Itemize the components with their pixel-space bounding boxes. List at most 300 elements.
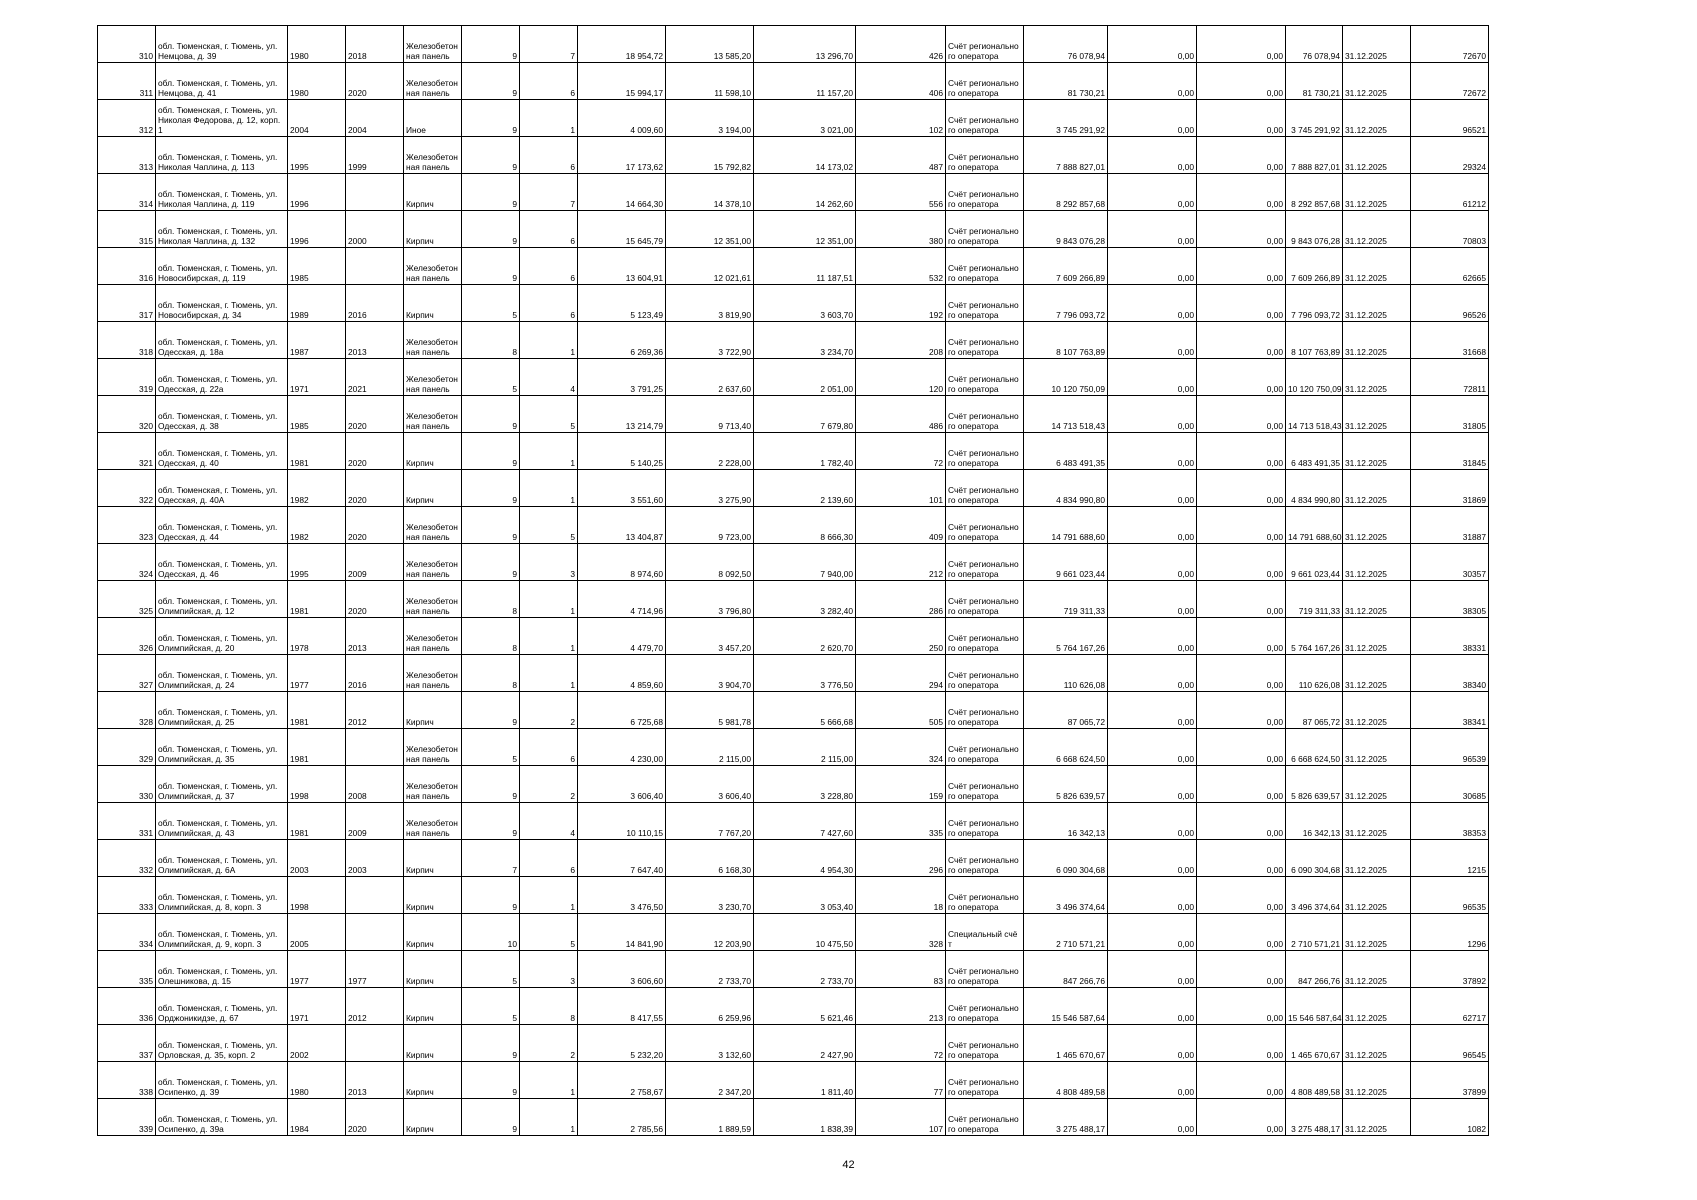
cell-total-amount: 3 496 374,64	[1286, 877, 1343, 914]
table-row	[98, 100, 1489, 137]
cell-overhaul-year: 2013	[346, 618, 404, 655]
cell-amount-col-b: 0,00	[1197, 951, 1286, 988]
cell-amount-col-a: 0,00	[1108, 581, 1197, 618]
table-row	[98, 285, 1489, 322]
cell-floors: 9	[462, 26, 520, 63]
cell-amount-col-b: 0,00	[1197, 470, 1286, 507]
cell-overhaul-year	[346, 174, 404, 211]
cell-premises-area: 2 115,00	[666, 729, 754, 766]
cell-amount-col-b: 0,00	[1197, 840, 1286, 877]
cell-total-amount: 14 713 518,43	[1286, 396, 1343, 433]
cell-address: обл. Тюменская, г. Тюмень, ул. Одесская, д. 40	[156, 433, 288, 470]
cell-residents-count: 487	[856, 137, 946, 174]
cell-entrances: 1	[520, 655, 578, 692]
cell-entrances: 6	[520, 211, 578, 248]
cell-address: обл. Тюменская, г. Тюмень, ул. Немцова, д. 39	[156, 26, 288, 63]
table-row	[98, 63, 1489, 100]
cell-residents-count: 426	[856, 26, 946, 63]
cell-address: обл. Тюменская, г. Тюмень, ул. Осипенко, д. 39а	[156, 1099, 288, 1136]
cell-total-area: 13 604,91	[578, 248, 666, 285]
cell-premises-area: 12 351,00	[666, 211, 754, 248]
cell-wall-material: Железобетонная панель	[404, 248, 462, 285]
cell-total-area: 15 645,79	[578, 211, 666, 248]
cell-total-amount: 847 266,76	[1286, 951, 1343, 988]
cell-amount-col-a: 0,00	[1108, 729, 1197, 766]
cell-total-area: 2 758,67	[578, 1062, 666, 1099]
cell-house-code: 70803	[1411, 211, 1489, 248]
cell-address: обл. Тюменская, г. Тюмень, ул. Новосибирская, д. 34	[156, 285, 288, 322]
table-row	[98, 729, 1489, 766]
cell-deadline-date: 31.12.2025	[1343, 655, 1411, 692]
cell-accrued-contributions: 7 796 093,72	[1024, 285, 1108, 322]
cell-accrued-contributions: 16 342,13	[1024, 803, 1108, 840]
cell-overhaul-year: 1977	[346, 951, 404, 988]
cell-entrances: 1	[520, 618, 578, 655]
cell-fund-account-type: Счёт регионального оператора	[946, 840, 1024, 877]
cell-house-code: 29324	[1411, 137, 1489, 174]
cell-amount-col-a: 0,00	[1108, 951, 1197, 988]
cell-entrances: 7	[520, 26, 578, 63]
table-row	[98, 1062, 1489, 1099]
cell-overhaul-year: 2009	[346, 544, 404, 581]
cell-residents-count: 159	[856, 766, 946, 803]
cell-deadline-date: 31.12.2025	[1343, 396, 1411, 433]
cell-fund-account-type: Счёт регионального оператора	[946, 396, 1024, 433]
cell-premises-area: 13 585,20	[666, 26, 754, 63]
cell-total-amount: 6 483 491,35	[1286, 433, 1343, 470]
cell-commissioning-year: 2005	[288, 914, 346, 951]
cell-commissioning-year: 1977	[288, 655, 346, 692]
cell-accrued-contributions: 3 496 374,64	[1024, 877, 1108, 914]
cell-residential-area: 3 234,70	[754, 322, 856, 359]
cell-total-amount: 7 609 266,89	[1286, 248, 1343, 285]
cell-accrued-contributions: 9 661 023,44	[1024, 544, 1108, 581]
cell-floors: 5	[462, 285, 520, 322]
cell-amount-col-a: 0,00	[1108, 396, 1197, 433]
cell-accrued-contributions: 76 078,94	[1024, 26, 1108, 63]
cell-residential-area: 7 679,80	[754, 396, 856, 433]
cell-residents-count: 556	[856, 174, 946, 211]
cell-accrued-contributions: 3 275 488,17	[1024, 1099, 1108, 1136]
cell-address: обл. Тюменская, г. Тюмень, ул. Олимпийская, д. 24	[156, 655, 288, 692]
cell-address: обл. Тюменская, г. Тюмень, ул. Осипенко, д. 39	[156, 1062, 288, 1099]
cell-amount-col-b: 0,00	[1197, 729, 1286, 766]
cell-floors: 9	[462, 1025, 520, 1062]
cell-overhaul-year: 2000	[346, 211, 404, 248]
cell-amount-col-b: 0,00	[1197, 285, 1286, 322]
cell-amount-col-b: 0,00	[1197, 1062, 1286, 1099]
cell-entrances: 1	[520, 877, 578, 914]
cell-premises-area: 3 819,90	[666, 285, 754, 322]
table-row	[98, 322, 1489, 359]
cell-premises-area: 11 598,10	[666, 63, 754, 100]
cell-wall-material: Железобетонная панель	[404, 581, 462, 618]
cell-entrances: 3	[520, 951, 578, 988]
cell-entrances: 2	[520, 1025, 578, 1062]
cell-entrances: 8	[520, 988, 578, 1025]
cell-amount-col-b: 0,00	[1197, 655, 1286, 692]
cell-total-amount: 4 808 489,58	[1286, 1062, 1343, 1099]
cell-commissioning-year: 1981	[288, 803, 346, 840]
cell-deadline-date: 31.12.2025	[1343, 1062, 1411, 1099]
cell-floors: 9	[462, 100, 520, 137]
table-row	[98, 988, 1489, 1025]
cell-amount-col-b: 0,00	[1197, 26, 1286, 63]
cell-address: обл. Тюменская, г. Тюмень, ул. Одесская, д. 46	[156, 544, 288, 581]
cell-fund-account-type: Счёт регионального оператора	[946, 285, 1024, 322]
table-row	[98, 470, 1489, 507]
cell-accrued-contributions: 4 834 990,80	[1024, 470, 1108, 507]
cell-amount-col-a: 0,00	[1108, 1025, 1197, 1062]
cell-wall-material: Железобетонная панель	[404, 803, 462, 840]
cell-entrances: 1	[520, 100, 578, 137]
cell-residential-area: 2 427,90	[754, 1025, 856, 1062]
cell-premises-area: 6 168,30	[666, 840, 754, 877]
cell-total-area: 2 785,56	[578, 1099, 666, 1136]
cell-row-number: 331	[98, 803, 156, 840]
cell-amount-col-a: 0,00	[1108, 211, 1197, 248]
cell-fund-account-type: Счёт регионального оператора	[946, 507, 1024, 544]
cell-residents-count: 328	[856, 914, 946, 951]
cell-house-code: 30357	[1411, 544, 1489, 581]
cell-fund-account-type: Счёт регионального оператора	[946, 692, 1024, 729]
cell-deadline-date: 31.12.2025	[1343, 951, 1411, 988]
cell-house-code: 38340	[1411, 655, 1489, 692]
cell-house-code: 31887	[1411, 507, 1489, 544]
cell-total-area: 3 606,40	[578, 766, 666, 803]
cell-row-number: 330	[98, 766, 156, 803]
cell-floors: 8	[462, 322, 520, 359]
cell-commissioning-year: 1980	[288, 1062, 346, 1099]
cell-residents-count: 505	[856, 692, 946, 729]
cell-row-number: 325	[98, 581, 156, 618]
cell-residents-count: 102	[856, 100, 946, 137]
cell-row-number: 336	[98, 988, 156, 1025]
cell-fund-account-type: Счёт регионального оператора	[946, 63, 1024, 100]
cell-residents-count: 324	[856, 729, 946, 766]
cell-wall-material: Железобетонная панель	[404, 618, 462, 655]
table-row	[98, 692, 1489, 729]
cell-total-area: 14 664,30	[578, 174, 666, 211]
cell-premises-area: 3 132,60	[666, 1025, 754, 1062]
cell-deadline-date: 31.12.2025	[1343, 692, 1411, 729]
cell-address: обл. Тюменская, г. Тюмень, ул. Олимпийская, д. 12	[156, 581, 288, 618]
cell-row-number: 313	[98, 137, 156, 174]
cell-fund-account-type: Счёт регионального оператора	[946, 1062, 1024, 1099]
table-row	[98, 137, 1489, 174]
cell-house-code: 72811	[1411, 359, 1489, 396]
cell-row-number: 317	[98, 285, 156, 322]
cell-premises-area: 6 259,96	[666, 988, 754, 1025]
cell-row-number: 327	[98, 655, 156, 692]
cell-residential-area: 13 296,70	[754, 26, 856, 63]
cell-deadline-date: 31.12.2025	[1343, 544, 1411, 581]
cell-entrances: 1	[520, 1062, 578, 1099]
cell-premises-area: 7 767,20	[666, 803, 754, 840]
cell-fund-account-type: Счёт регионального оператора	[946, 803, 1024, 840]
cell-fund-account-type: Счёт регионального оператора	[946, 581, 1024, 618]
cell-residents-count: 83	[856, 951, 946, 988]
cell-entrances: 5	[520, 396, 578, 433]
cell-overhaul-year: 2013	[346, 322, 404, 359]
cell-house-code: 62717	[1411, 988, 1489, 1025]
cell-amount-col-b: 0,00	[1197, 322, 1286, 359]
cell-total-area: 6 725,68	[578, 692, 666, 729]
cell-house-code: 96545	[1411, 1025, 1489, 1062]
cell-entrances: 5	[520, 507, 578, 544]
cell-wall-material: Кирпич	[404, 211, 462, 248]
cell-premises-area: 2 637,60	[666, 359, 754, 396]
cell-accrued-contributions: 847 266,76	[1024, 951, 1108, 988]
cell-wall-material: Кирпич	[404, 433, 462, 470]
cell-deadline-date: 31.12.2025	[1343, 618, 1411, 655]
cell-row-number: 332	[98, 840, 156, 877]
cell-residential-area: 7 940,00	[754, 544, 856, 581]
cell-accrued-contributions: 8 292 857,68	[1024, 174, 1108, 211]
cell-overhaul-year: 2009	[346, 803, 404, 840]
cell-deadline-date: 31.12.2025	[1343, 63, 1411, 100]
cell-wall-material: Иное	[404, 100, 462, 137]
cell-residential-area: 7 427,60	[754, 803, 856, 840]
cell-address: обл. Тюменская, г. Тюмень, ул. Олимпийская, д. 6А	[156, 840, 288, 877]
cell-residents-count: 532	[856, 248, 946, 285]
cell-entrances: 6	[520, 729, 578, 766]
cell-fund-account-type: Счёт регионального оператора	[946, 655, 1024, 692]
cell-amount-col-b: 0,00	[1197, 1099, 1286, 1136]
cell-total-area: 18 954,72	[578, 26, 666, 63]
cell-residents-count: 380	[856, 211, 946, 248]
cell-floors: 9	[462, 766, 520, 803]
cell-amount-col-b: 0,00	[1197, 692, 1286, 729]
cell-total-area: 4 714,96	[578, 581, 666, 618]
cell-premises-area: 8 092,50	[666, 544, 754, 581]
cell-row-number: 333	[98, 877, 156, 914]
housing-register-table	[97, 25, 1489, 1136]
cell-residents-count: 120	[856, 359, 946, 396]
cell-premises-area: 3 194,00	[666, 100, 754, 137]
cell-deadline-date: 31.12.2025	[1343, 433, 1411, 470]
table-row	[98, 396, 1489, 433]
cell-row-number: 338	[98, 1062, 156, 1099]
cell-total-area: 4 859,60	[578, 655, 666, 692]
cell-residential-area: 3 603,70	[754, 285, 856, 322]
cell-entrances: 1	[520, 433, 578, 470]
cell-address: обл. Тюменская, г. Тюмень, ул. Одесская, д. 18а	[156, 322, 288, 359]
cell-floors: 9	[462, 507, 520, 544]
cell-overhaul-year: 2020	[346, 507, 404, 544]
cell-house-code: 37892	[1411, 951, 1489, 988]
table-row	[98, 951, 1489, 988]
cell-wall-material: Железобетонная панель	[404, 137, 462, 174]
cell-house-code: 1082	[1411, 1099, 1489, 1136]
cell-fund-account-type: Счёт регионального оператора	[946, 322, 1024, 359]
cell-residential-area: 3 282,40	[754, 581, 856, 618]
cell-floors: 9	[462, 803, 520, 840]
cell-commissioning-year: 1987	[288, 322, 346, 359]
cell-fund-account-type: Счёт регионального оператора	[946, 174, 1024, 211]
cell-entrances: 1	[520, 1099, 578, 1136]
cell-residential-area: 1 838,39	[754, 1099, 856, 1136]
cell-commissioning-year: 1980	[288, 26, 346, 63]
cell-fund-account-type: Счёт регионального оператора	[946, 729, 1024, 766]
page-number: 42	[842, 1159, 855, 1171]
cell-overhaul-year: 2020	[346, 1099, 404, 1136]
cell-fund-account-type: Счёт регионального оператора	[946, 877, 1024, 914]
cell-overhaul-year: 2020	[346, 470, 404, 507]
cell-deadline-date: 31.12.2025	[1343, 322, 1411, 359]
cell-row-number: 310	[98, 26, 156, 63]
cell-residents-count: 212	[856, 544, 946, 581]
cell-residents-count: 107	[856, 1099, 946, 1136]
cell-fund-account-type: Счёт регионального оператора	[946, 988, 1024, 1025]
cell-amount-col-b: 0,00	[1197, 988, 1286, 1025]
cell-residential-area: 3 228,80	[754, 766, 856, 803]
cell-total-area: 8 417,55	[578, 988, 666, 1025]
cell-overhaul-year: 2016	[346, 655, 404, 692]
cell-residents-count: 294	[856, 655, 946, 692]
cell-total-amount: 9 661 023,44	[1286, 544, 1343, 581]
cell-address: обл. Тюменская, г. Тюмень, ул. Олимпийская, д. 8, корп. 3	[156, 877, 288, 914]
cell-accrued-contributions: 4 808 489,58	[1024, 1062, 1108, 1099]
cell-fund-account-type: Счёт регионального оператора	[946, 544, 1024, 581]
cell-commissioning-year: 1981	[288, 433, 346, 470]
cell-house-code: 96539	[1411, 729, 1489, 766]
cell-wall-material: Кирпич	[404, 951, 462, 988]
cell-floors: 9	[462, 877, 520, 914]
cell-address: обл. Тюменская, г. Тюмень, ул. Николая Чаплина, д. 132	[156, 211, 288, 248]
cell-amount-col-b: 0,00	[1197, 1025, 1286, 1062]
cell-row-number: 328	[98, 692, 156, 729]
cell-accrued-contributions: 6 483 491,35	[1024, 433, 1108, 470]
cell-commissioning-year: 1995	[288, 137, 346, 174]
cell-premises-area: 12 203,90	[666, 914, 754, 951]
cell-commissioning-year: 1998	[288, 766, 346, 803]
cell-amount-col-b: 0,00	[1197, 248, 1286, 285]
table-row	[98, 803, 1489, 840]
cell-wall-material: Кирпич	[404, 1062, 462, 1099]
cell-accrued-contributions: 6 090 304,68	[1024, 840, 1108, 877]
cell-amount-col-a: 0,00	[1108, 507, 1197, 544]
cell-row-number: 315	[98, 211, 156, 248]
cell-floors: 9	[462, 63, 520, 100]
cell-residents-count: 250	[856, 618, 946, 655]
cell-premises-area: 12 021,61	[666, 248, 754, 285]
cell-entrances: 2	[520, 692, 578, 729]
cell-residents-count: 486	[856, 396, 946, 433]
cell-deadline-date: 31.12.2025	[1343, 581, 1411, 618]
cell-row-number: 312	[98, 100, 156, 137]
cell-amount-col-b: 0,00	[1197, 581, 1286, 618]
cell-floors: 9	[462, 174, 520, 211]
cell-commissioning-year: 1996	[288, 211, 346, 248]
cell-house-code: 38341	[1411, 692, 1489, 729]
cell-amount-col-b: 0,00	[1197, 396, 1286, 433]
cell-residential-area: 8 666,30	[754, 507, 856, 544]
table-row	[98, 507, 1489, 544]
cell-row-number: 323	[98, 507, 156, 544]
cell-deadline-date: 31.12.2025	[1343, 1025, 1411, 1062]
cell-amount-col-b: 0,00	[1197, 100, 1286, 137]
cell-house-code: 37899	[1411, 1062, 1489, 1099]
table-row	[98, 248, 1489, 285]
cell-overhaul-year: 2020	[346, 63, 404, 100]
cell-commissioning-year: 1971	[288, 988, 346, 1025]
cell-accrued-contributions: 719 311,33	[1024, 581, 1108, 618]
cell-residential-area: 1 782,40	[754, 433, 856, 470]
cell-commissioning-year: 1981	[288, 692, 346, 729]
cell-house-code: 31845	[1411, 433, 1489, 470]
cell-address: обл. Тюменская, г. Тюмень, ул. Немцова, д. 41	[156, 63, 288, 100]
cell-accrued-contributions: 7 609 266,89	[1024, 248, 1108, 285]
cell-address: обл. Тюменская, г. Тюмень, ул. Орджоникидзе, д. 67	[156, 988, 288, 1025]
cell-total-area: 8 974,60	[578, 544, 666, 581]
cell-total-amount: 76 078,94	[1286, 26, 1343, 63]
cell-floors: 9	[462, 692, 520, 729]
cell-floors: 9	[462, 211, 520, 248]
cell-row-number: 316	[98, 248, 156, 285]
cell-floors: 9	[462, 1062, 520, 1099]
cell-residential-area: 2 620,70	[754, 618, 856, 655]
cell-row-number: 314	[98, 174, 156, 211]
cell-amount-col-a: 0,00	[1108, 1099, 1197, 1136]
cell-residents-count: 208	[856, 322, 946, 359]
cell-premises-area: 3 722,90	[666, 322, 754, 359]
cell-house-code: 1215	[1411, 840, 1489, 877]
cell-entrances: 4	[520, 359, 578, 396]
table-row	[98, 840, 1489, 877]
cell-commissioning-year: 1985	[288, 248, 346, 285]
cell-residents-count: 335	[856, 803, 946, 840]
cell-residents-count: 296	[856, 840, 946, 877]
cell-amount-col-a: 0,00	[1108, 26, 1197, 63]
cell-amount-col-a: 0,00	[1108, 692, 1197, 729]
cell-deadline-date: 31.12.2025	[1343, 729, 1411, 766]
cell-total-amount: 8 107 763,89	[1286, 322, 1343, 359]
cell-residential-area: 3 776,50	[754, 655, 856, 692]
cell-overhaul-year: 2020	[346, 433, 404, 470]
cell-commissioning-year: 1982	[288, 470, 346, 507]
cell-floors: 9	[462, 470, 520, 507]
cell-commissioning-year: 2002	[288, 1025, 346, 1062]
cell-floors: 8	[462, 618, 520, 655]
cell-house-code: 96526	[1411, 285, 1489, 322]
cell-entrances: 6	[520, 137, 578, 174]
cell-amount-col-a: 0,00	[1108, 100, 1197, 137]
cell-residents-count: 406	[856, 63, 946, 100]
cell-deadline-date: 31.12.2025	[1343, 914, 1411, 951]
cell-floors: 5	[462, 951, 520, 988]
cell-total-amount: 16 342,13	[1286, 803, 1343, 840]
cell-residential-area: 2 051,00	[754, 359, 856, 396]
cell-address: обл. Тюменская, г. Тюмень, ул. Олимпийская, д. 9, корп. 3	[156, 914, 288, 951]
cell-total-area: 3 476,50	[578, 877, 666, 914]
cell-address: обл. Тюменская, г. Тюмень, ул. Олимпийская, д. 20	[156, 618, 288, 655]
cell-row-number: 334	[98, 914, 156, 951]
cell-house-code: 1296	[1411, 914, 1489, 951]
cell-accrued-contributions: 5 826 639,57	[1024, 766, 1108, 803]
table-row	[98, 877, 1489, 914]
cell-row-number: 319	[98, 359, 156, 396]
cell-premises-area: 2 347,20	[666, 1062, 754, 1099]
cell-floors: 5	[462, 729, 520, 766]
cell-wall-material: Кирпич	[404, 1025, 462, 1062]
cell-entrances: 7	[520, 174, 578, 211]
cell-total-amount: 9 843 076,28	[1286, 211, 1343, 248]
table-row	[98, 26, 1489, 63]
cell-residential-area: 11 157,20	[754, 63, 856, 100]
cell-amount-col-a: 0,00	[1108, 248, 1197, 285]
cell-amount-col-a: 0,00	[1108, 766, 1197, 803]
